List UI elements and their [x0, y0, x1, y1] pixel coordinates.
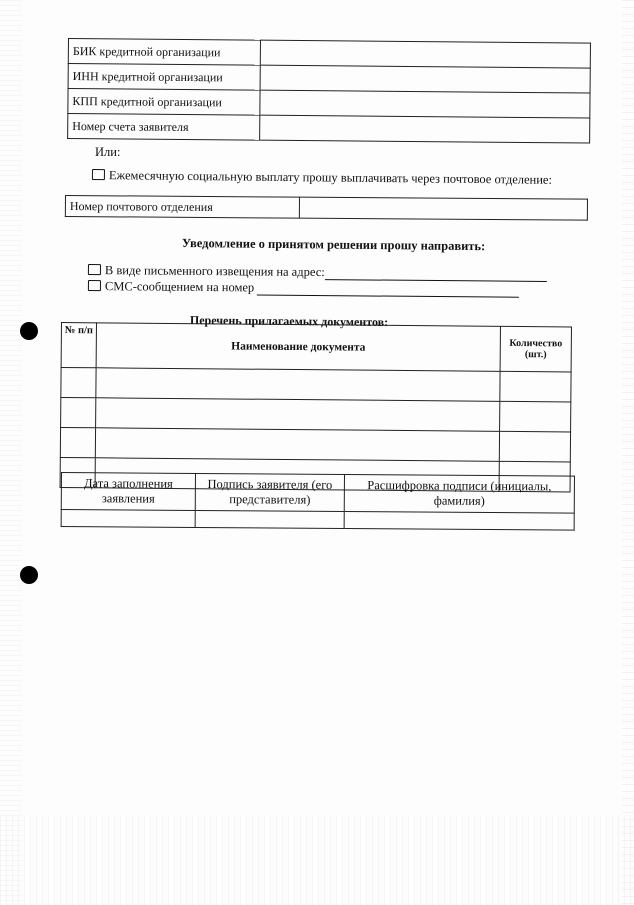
notify-sms-checkbox[interactable] — [88, 280, 101, 291]
table-row — [61, 368, 571, 402]
date-field[interactable] — [61, 510, 195, 528]
signature-field[interactable] — [195, 510, 344, 528]
table-header-row — [61, 473, 574, 514]
or-text: Или: — [95, 145, 121, 159]
notification-title: Уведомление о принятом решении прошу направить: — [181, 236, 486, 254]
postal-field[interactable] — [299, 197, 587, 220]
phone-field[interactable] — [257, 282, 519, 297]
table-row — [65, 196, 587, 221]
punch-hole-icon — [20, 322, 38, 340]
col-name-header: Наименование документа — [96, 323, 500, 372]
table-row — [68, 114, 590, 144]
kpp-field[interactable] — [260, 90, 590, 118]
scan-noise-bottom — [0, 815, 634, 905]
notify-sms-option — [88, 279, 520, 298]
bank-details-table — [67, 38, 591, 144]
documents-table — [60, 322, 572, 492]
doc-num-cell[interactable] — [60, 428, 95, 458]
doc-qty-cell[interactable] — [500, 371, 571, 402]
postal-option — [92, 168, 552, 188]
signature-table — [61, 472, 575, 531]
col-num-header: № п/п — [61, 323, 96, 368]
address-field[interactable] — [325, 267, 547, 282]
scan-noise-right — [622, 0, 634, 905]
account-label: Номер счета заявителя — [68, 114, 260, 141]
col-qty-header: Количество (шт.) — [500, 326, 571, 372]
doc-name-cell[interactable] — [96, 368, 500, 402]
doc-name-cell[interactable] — [95, 428, 499, 462]
notify-sms-text: СМС-сообщением на номер — [104, 279, 255, 295]
doc-num-cell[interactable] — [61, 368, 96, 398]
inn-label: ИНН кредитной организации — [68, 64, 260, 91]
scan-noise-left — [0, 0, 22, 905]
decode-field[interactable] — [344, 511, 574, 530]
postal-option-text: Ежемесячную социальную выплату прошу выплачивать через почтовое отделение: — [108, 168, 553, 187]
bik-label: БИК кредитной организации — [68, 39, 260, 66]
doc-qty-cell[interactable] — [500, 401, 571, 432]
doc-qty-cell[interactable] — [499, 431, 570, 462]
postal-checkbox[interactable] — [92, 169, 105, 180]
table-row — [61, 398, 571, 432]
date-header: Дата заполнения заявления — [61, 473, 195, 511]
table-header-row — [61, 323, 571, 372]
notify-written-checkbox[interactable] — [88, 264, 101, 275]
table-row — [60, 428, 570, 462]
postal-table — [65, 195, 588, 221]
decode-header: Расшифровка подписи (инициалы, фамилия) — [344, 474, 574, 513]
table-row — [61, 510, 574, 531]
account-field[interactable] — [260, 115, 590, 143]
doc-num-cell[interactable] — [61, 398, 96, 428]
doc-name-cell[interactable] — [96, 398, 500, 432]
signature-header: Подпись заявителя (его представителя) — [195, 473, 344, 511]
docs-title: Перечень прилагаемых документов: — [189, 313, 389, 330]
kpp-label: КПП кредитной организации — [68, 89, 260, 116]
bik-field[interactable] — [260, 40, 590, 68]
punch-hole-icon — [20, 566, 38, 584]
notify-written-text: В виде письменного извещения на адрес: — [104, 263, 325, 280]
inn-field[interactable] — [260, 65, 590, 93]
postal-field-label: Номер почтового отделения — [65, 196, 299, 219]
